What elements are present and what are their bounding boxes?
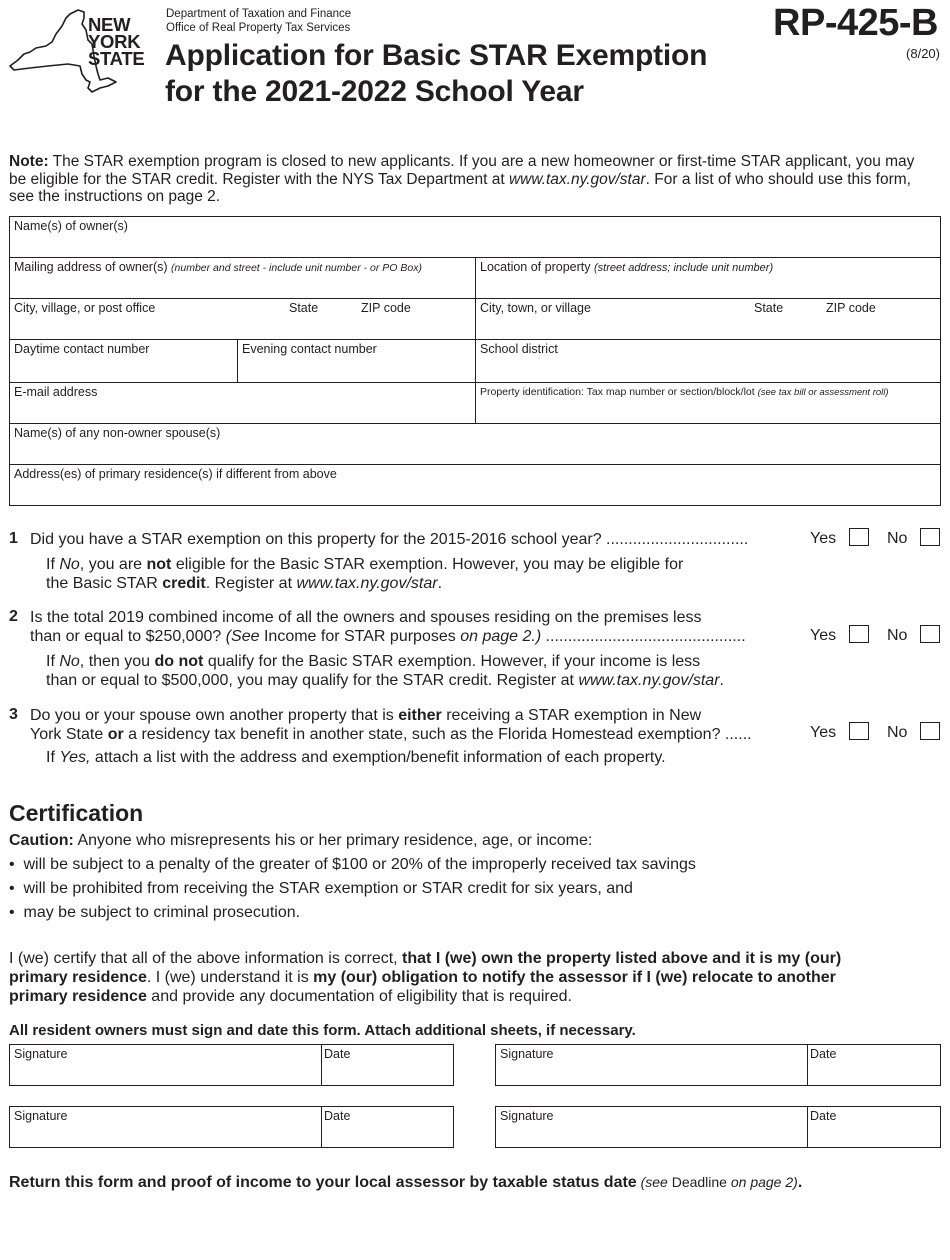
question-2-no-checkbox[interactable] bbox=[920, 625, 940, 643]
signature-field-1[interactable]: Signature Date bbox=[9, 1044, 454, 1086]
email-field[interactable]: E-mail address bbox=[9, 382, 476, 424]
question-3-no-checkbox[interactable] bbox=[920, 722, 940, 740]
question-2-yes-label: Yes bbox=[810, 627, 837, 644]
department-name: Department of Taxation and Finance Office of Real Property Tax Services bbox=[166, 8, 352, 34]
return-instruction: Return this form and proof of income to your local assessor by taxable status date (see Deadline on page 2). bbox=[9, 1174, 803, 1191]
signature-field-3[interactable]: Signature Date bbox=[9, 1106, 454, 1148]
logo-wordmark: NEW YORK STATE bbox=[88, 14, 145, 69]
mailing-city-field[interactable]: City, village, or post office State ZIP code bbox=[9, 298, 476, 340]
question-2-number: 2 bbox=[9, 608, 18, 625]
question-1-followup: If No, you are not eligible for the Basic STAR exemption. However, you may be eligible for the Basic STAR credit. Register at www.tax.ny.gov/star. bbox=[46, 556, 684, 592]
intro-note: Note: The STAR exemption program is closed to new applicants. If you are a new homeowner or first-time STAR applicant, you may be eligible for the STAR credit. Register with the NYS Tax Department at www.tax.ny.gov/star. For a list of who should use this form, see the instructions on page 2. bbox=[9, 153, 915, 205]
question-2-followup: If No, then you do not qualify for the Basic STAR exemption. However, if your income is less than or equal to $500,000, you may qualify for the STAR credit. Register at www.tax.ny.gov/star. bbox=[46, 653, 724, 689]
question-3-no-label: No bbox=[887, 724, 908, 741]
form-title: Application for Basic STAR Exemption for the 2021-2022 School Year bbox=[165, 39, 708, 108]
question-2-text: Is the total 2019 combined income of all the owners and spouses residing on the premises less than or equal to $250,000? (See Income for STAR purposes on page 2.) ............................................. bbox=[30, 609, 746, 645]
signature-field-2[interactable]: Signature Date bbox=[495, 1044, 941, 1086]
owners-name-field[interactable]: Name(s) of owner(s) bbox=[9, 216, 941, 258]
form-revision: (8/20) bbox=[906, 46, 940, 61]
signature-field-4[interactable]: Signature Date bbox=[495, 1106, 941, 1148]
question-3-yes-label: Yes bbox=[810, 724, 837, 741]
question-2-no-label: No bbox=[887, 627, 908, 644]
nys-logo bbox=[8, 8, 148, 94]
question-3-yes-checkbox[interactable] bbox=[849, 722, 869, 740]
form-number: RP-425-B bbox=[773, 2, 938, 44]
question-1-text: Did you have a STAR exemption on this property for the 2015-2016 school year? ................................ bbox=[30, 531, 749, 548]
bullet-3: • may be subject to criminal prosecution. bbox=[9, 904, 301, 921]
certification-heading: Certification bbox=[9, 800, 144, 826]
school-district-field[interactable]: School district bbox=[475, 339, 941, 383]
evening-phone-field[interactable]: Evening contact number bbox=[237, 339, 476, 383]
sign-instruction: All resident owners must sign and date this form. Attach additional sheets, if necessary. bbox=[9, 1022, 636, 1039]
property-state-label: State bbox=[754, 301, 784, 315]
question-1-no-label: No bbox=[887, 530, 908, 547]
bullet-1: • will be subject to a penalty of the greater of $100 or 20% of the improperly received tax savings bbox=[9, 856, 696, 873]
mailing-address-field[interactable]: Mailing address of owner(s) (number and street - include unit number - or PO Box) bbox=[9, 257, 476, 299]
question-1-yes-label: Yes bbox=[810, 530, 837, 547]
question-2-yes-checkbox[interactable] bbox=[849, 625, 869, 643]
question-1-yes-checkbox[interactable] bbox=[849, 528, 869, 546]
property-id-field[interactable]: Property identification: Tax map number or section/block/lot (see tax bill or assessment roll) bbox=[475, 382, 941, 424]
question-1-number: 1 bbox=[9, 530, 18, 547]
property-location-field[interactable]: Location of property (street address; include unit number) bbox=[475, 257, 941, 299]
mailing-state-label: State bbox=[289, 301, 319, 315]
bullet-2: • will be prohibited from receiving the STAR exemption or STAR credit for six years, and bbox=[9, 880, 633, 897]
certification-statement: I (we) certify that all of the above information is correct, that I (we) own the property listed above and it is my (our) primary residence. I (we) understand it is my (our) obligation to notify the assessor if I (we) relocate to another primary residence and provide any documentation of eligibility that is required. bbox=[9, 950, 842, 1005]
property-zip-label: ZIP code bbox=[826, 301, 876, 315]
question-3-number: 3 bbox=[9, 706, 18, 723]
daytime-phone-field[interactable]: Daytime contact number bbox=[9, 339, 238, 383]
property-city-field[interactable]: City, town, or village State ZIP code bbox=[475, 298, 941, 340]
primary-residence-field[interactable]: Address(es) of primary residence(s) if different from above bbox=[9, 464, 941, 506]
question-3-followup: If Yes, attach a list with the address and exemption/benefit information of each property. bbox=[46, 749, 666, 766]
spouse-name-field[interactable]: Name(s) of any non-owner spouse(s) bbox=[9, 423, 941, 465]
question-3-text: Do you or your spouse own another property that is either receiving a STAR exemption in New York State or a residency tax benefit in another state, such as the Florida Homestead exemption? ...... bbox=[30, 707, 752, 743]
caution-text: Caution: Anyone who misrepresents his or her primary residence, age, or income: bbox=[9, 832, 593, 849]
mailing-zip-label: ZIP code bbox=[361, 301, 411, 315]
question-1-no-checkbox[interactable] bbox=[920, 528, 940, 546]
